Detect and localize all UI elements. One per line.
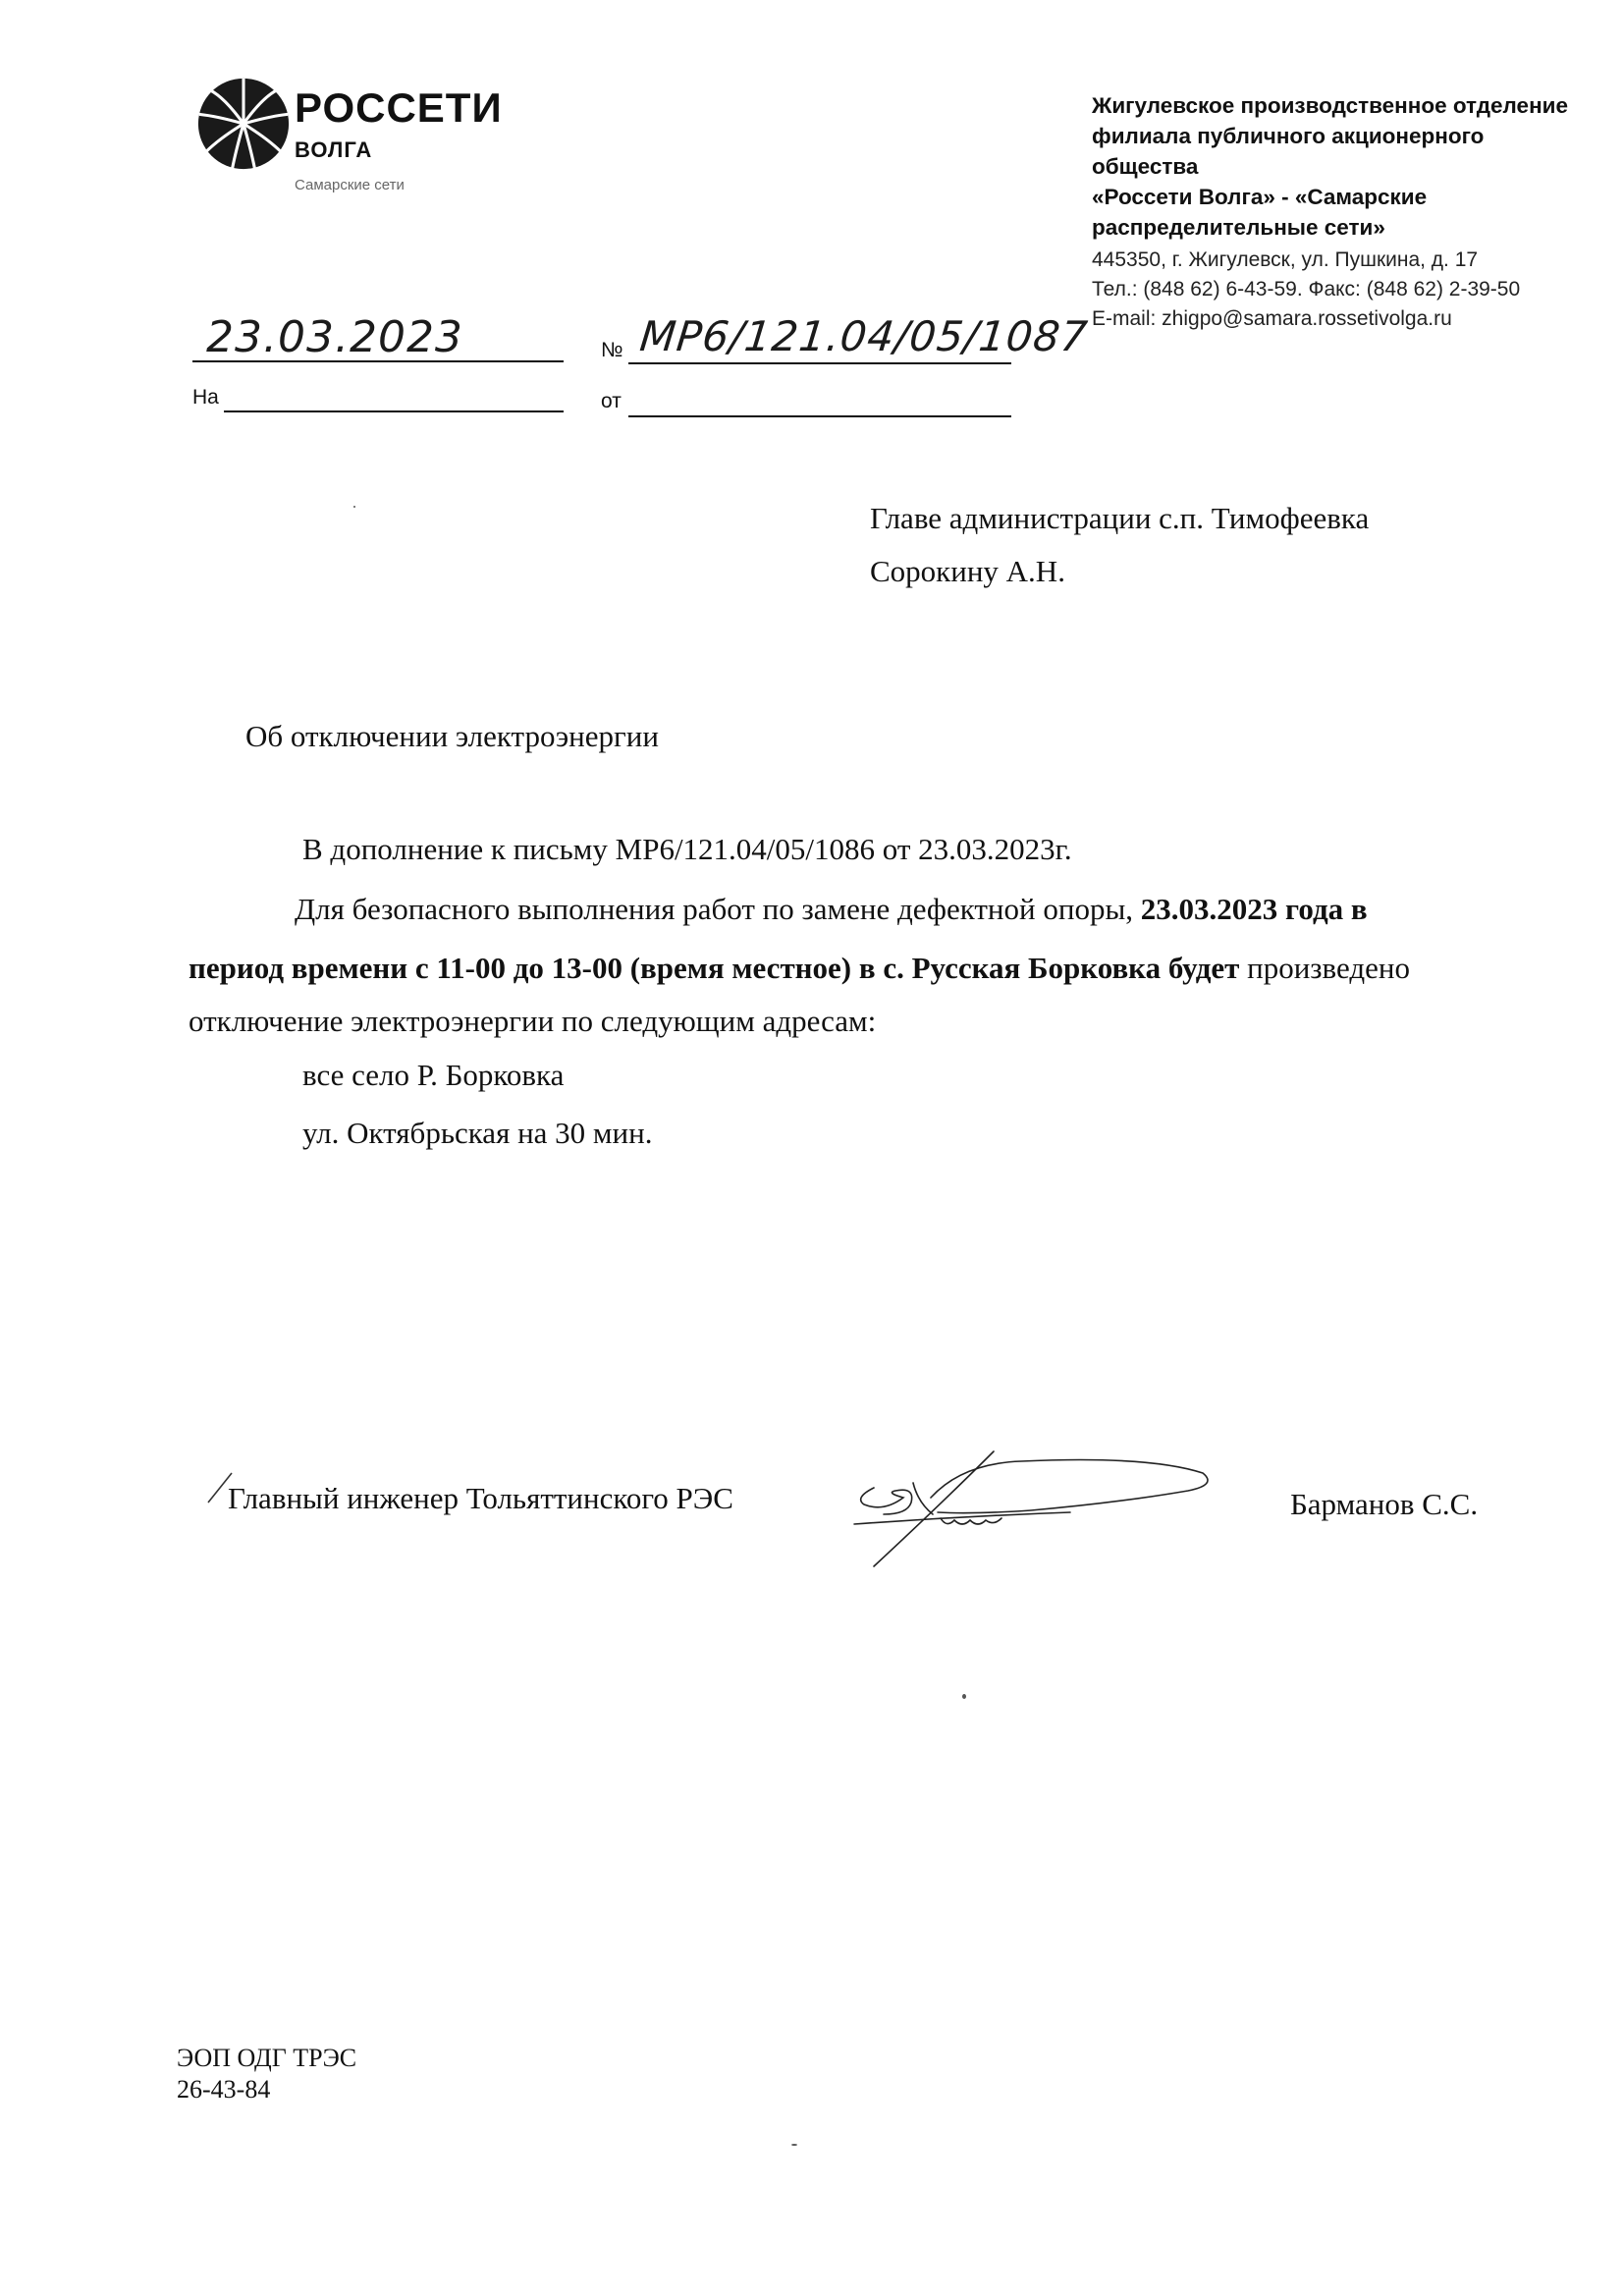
scan-speck [962, 1694, 966, 1699]
scan-speck [353, 506, 355, 508]
body-paragraph-2-line-3: отключение электроэнергии по следующим адресам: [189, 1004, 877, 1038]
addressee-position: Главе администрации с.п. Тимофеевка [870, 501, 1370, 535]
address-item: ул. Октябрьская на 30 мин. [302, 1116, 653, 1150]
addressee-name: Сорокину А.Н. [870, 554, 1065, 588]
date-underline [192, 360, 564, 362]
organization-name-line: Жигулевское производственное отделение [1092, 93, 1569, 118]
organization-phone: Тел.: (848 62) 6-43-59. Факс: (848 62) 2-39-50 [1092, 278, 1521, 301]
executor-phone: 26-43-84 [177, 2075, 271, 2104]
logo-brand: РОССЕТИ [295, 84, 503, 131]
executor-block [177, 2043, 356, 2105]
registration-number: МР6/121.04/05/1087 [637, 312, 1091, 360]
signer-title: Главный инженер Тольяттинского РЭС [228, 1481, 733, 1515]
address-item: все село Р. Борковка [302, 1058, 565, 1092]
organization-contacts [1092, 246, 1520, 334]
body-paragraph-2-line-1 [295, 892, 1368, 927]
organization-name-line: распределительные сети» [1092, 215, 1385, 240]
number-label: № [601, 339, 623, 361]
reference-label: На [192, 386, 219, 409]
body-text: произведено [1239, 951, 1410, 985]
organization-name-line: «Россети Волга» - «Самарские [1092, 185, 1428, 209]
organization-email: E-mail: zhigpo@samara.rossetivolga.ru [1092, 307, 1452, 330]
registration-date: 23.03.2023 [206, 312, 463, 362]
letter-subject: Об отключении электроэнергии [245, 719, 659, 753]
body-paragraph-2-line-2 [189, 951, 1410, 986]
organization-name-line: филиала публичного акционерного общества [1092, 124, 1485, 179]
number-underline [628, 362, 1011, 364]
from-underline [628, 415, 1011, 417]
scan-speck [791, 2144, 797, 2146]
body-bold-text: период времени с 11-00 до 13-00 (время местное) в с. Русская Борковка будет [189, 951, 1240, 985]
body-bold-text: 23.03.2023 года в [1140, 892, 1368, 926]
body-text: Для безопасного выполнения работ по замене дефектной опоры, [295, 892, 1141, 926]
logo-branch: Самарские сети [295, 177, 405, 193]
from-label: от [601, 390, 622, 412]
logo-region: ВОЛГА [295, 137, 373, 162]
body-paragraph-1: В дополнение к письму МР6/121.04/05/1086 от 23.03.2023г. [302, 832, 1072, 866]
rosseti-logo-icon [196, 77, 291, 171]
reference-underline [224, 410, 564, 412]
signer-name: Барманов С.С. [1290, 1487, 1479, 1521]
organization-address: 445350, г. Жигулевск, ул. Пушкина, д. 17 [1092, 248, 1479, 271]
executor-department: ЭОП ОДГ ТРЭС [177, 2044, 357, 2072]
handwritten-signature [825, 1444, 1217, 1571]
organization-name [1092, 90, 1583, 243]
